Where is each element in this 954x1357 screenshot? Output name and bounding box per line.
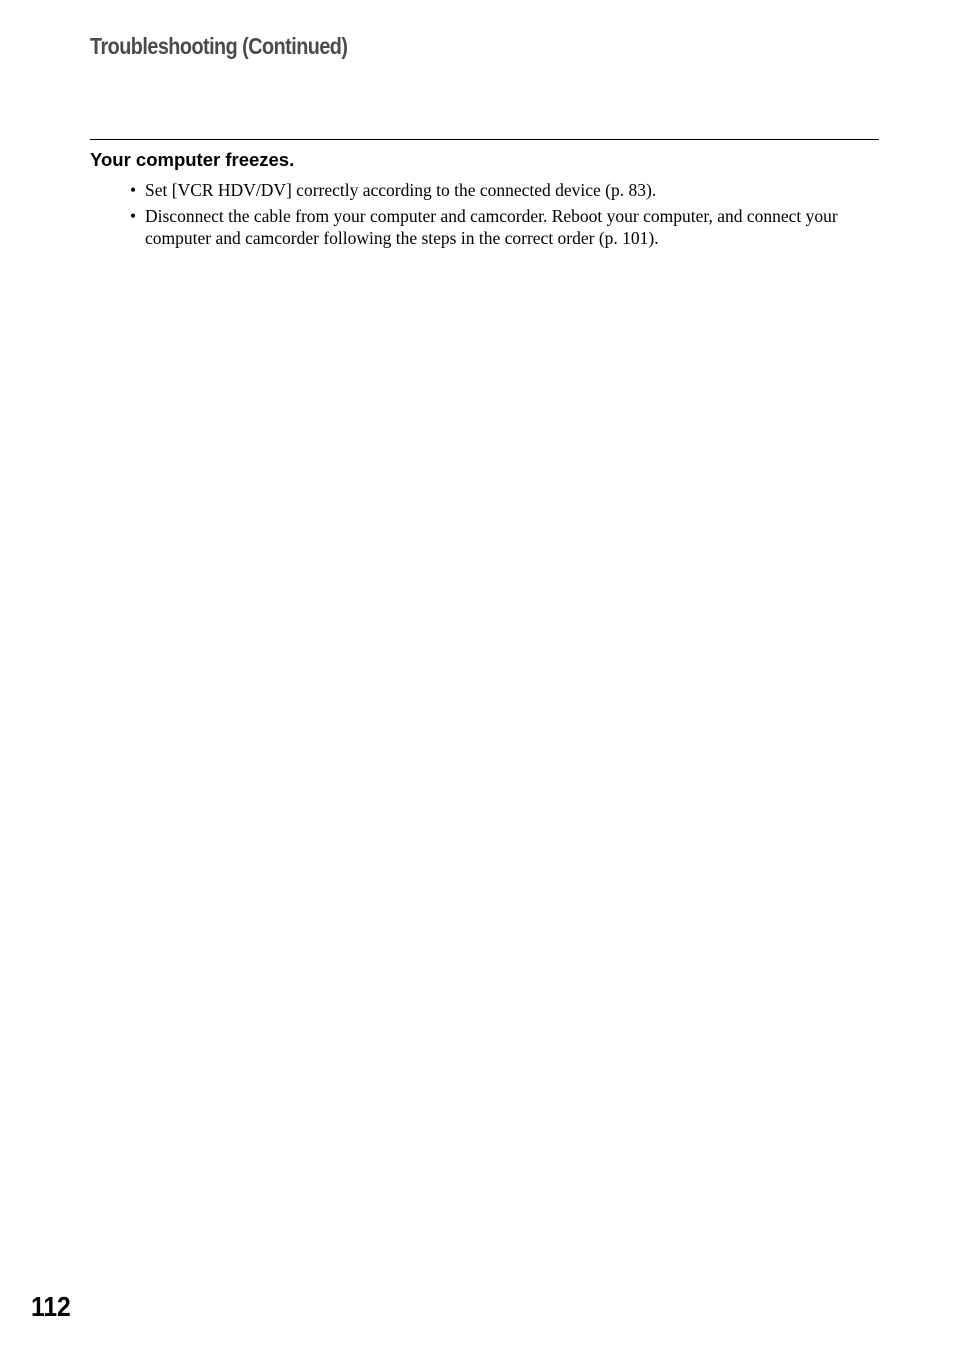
section-divider [90,139,879,140]
bullet-icon: • [130,180,137,200]
list-item-text: Disconnect the cable from your computer and camcorder. Reboot your computer, and connect your computer and camcorder following the steps in the correct order (p. 101). [145,206,838,248]
list-item-text: Set [VCR HDV/DV] correctly according to the connected device (p. 83). [145,180,657,200]
page-title: Troubleshooting (Continued) [90,33,348,59]
list-item [90,179,879,201]
bullet-icon: • [130,206,137,226]
list-item [90,205,879,249]
troubleshooting-section [90,148,879,253]
section-title: Your computer freezes. [90,149,295,170]
bullet-list [90,179,879,249]
page-number: 112 [31,1291,71,1322]
